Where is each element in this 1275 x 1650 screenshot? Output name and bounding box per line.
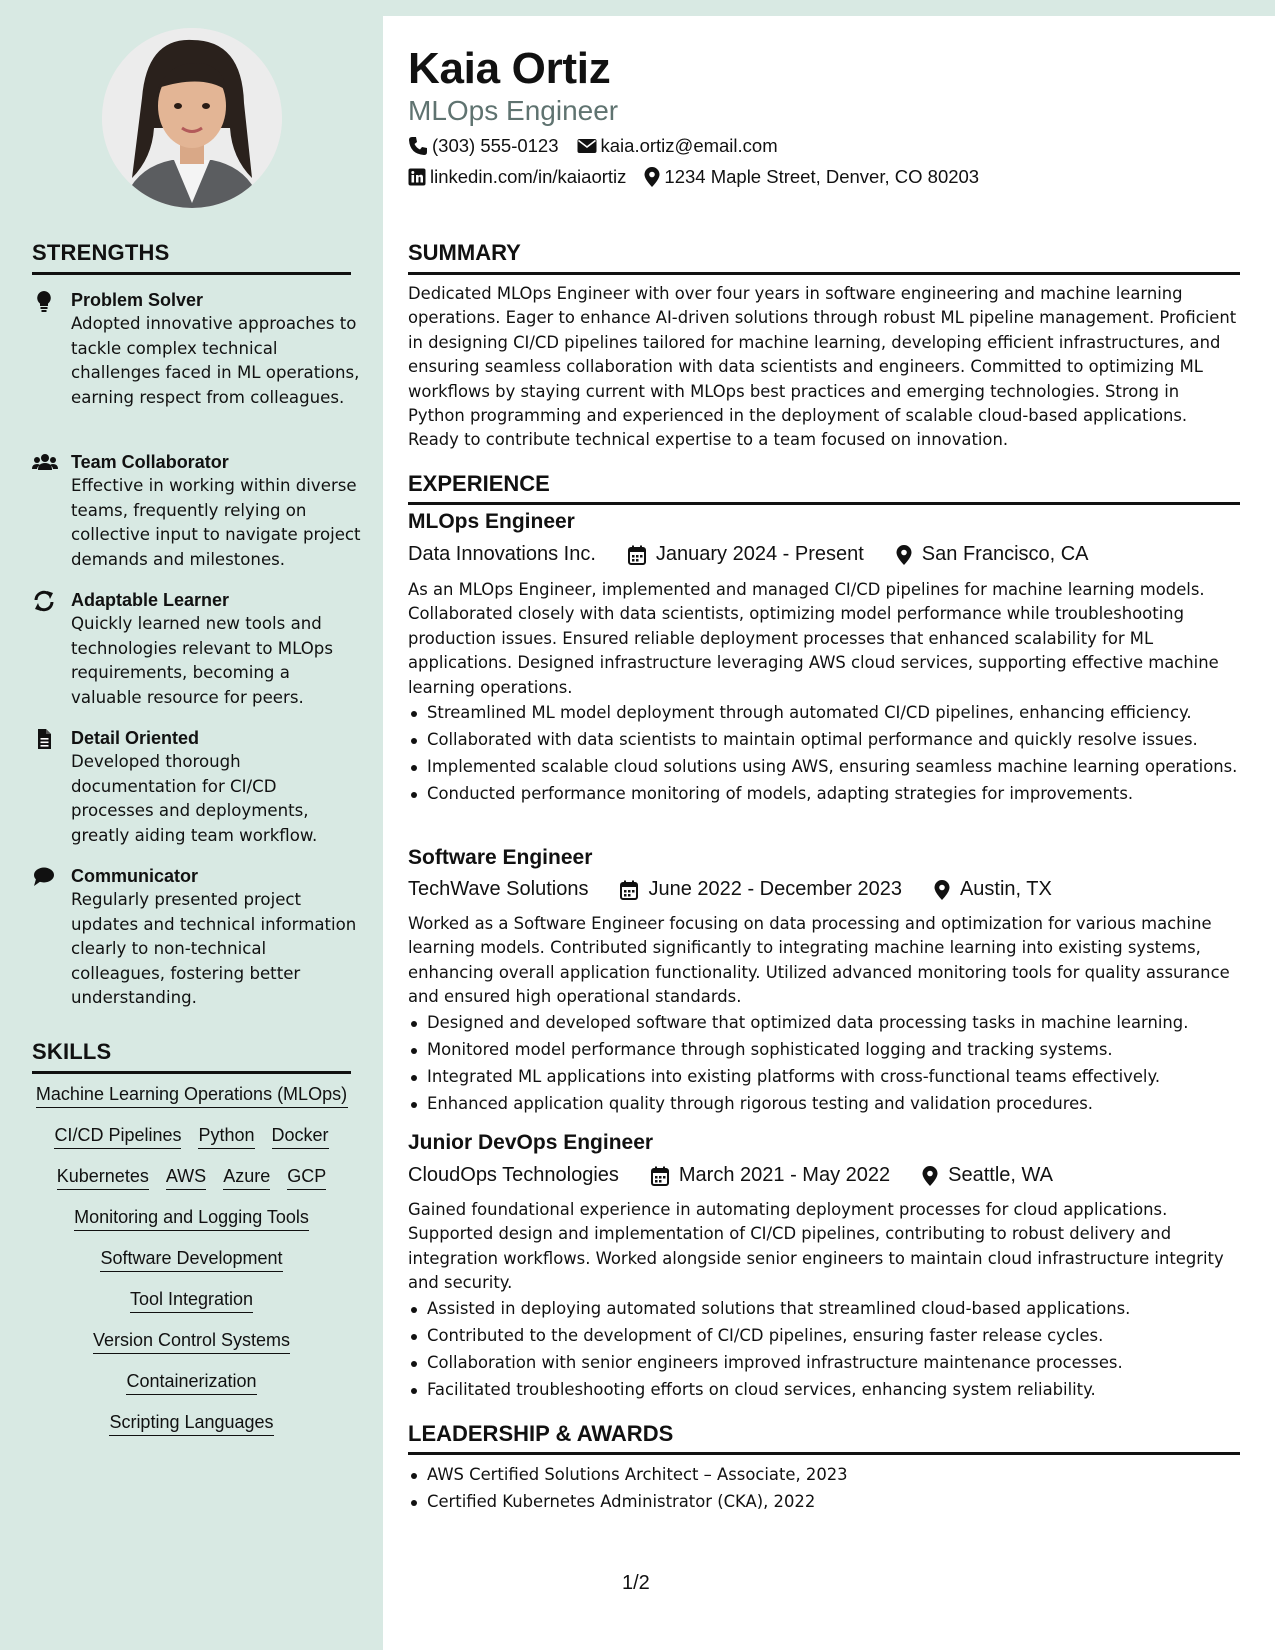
job-bullets bbox=[408, 1011, 1240, 1119]
skill-tag: Software Development bbox=[100, 1246, 282, 1272]
awards-title: LEADERSHIP & AWARDS bbox=[408, 1421, 674, 1446]
map-pin-icon bbox=[644, 167, 660, 187]
list-item: Enhanced application quality through rigorous testing and validation procedures. bbox=[408, 1092, 1240, 1116]
job-description: As an MLOps Engineer, implemented and managed CI/CD pipelines for machine learning models. Collaborated closely with data scientists, optimizing model performance while troubleshooting production issues. Ensured reliable deployment processes that enhanced scalability for ML applications. Designed infrastructure leveraging AWS cloud services, supporting effective machine learning operations. bbox=[408, 580, 1219, 697]
list-item: AWS Certified Solutions Architect – Associate, 2023 bbox=[408, 1463, 1240, 1487]
skill-tag: CI/CD Pipelines bbox=[54, 1123, 181, 1149]
skill-tag: Version Control Systems bbox=[93, 1328, 290, 1354]
strength-title: Communicator bbox=[71, 866, 199, 886]
job-description: Gained foundational experience in automating deployment processes for cloud applications. Supported design and implementation of CI/CD pipelines, contributing to robust delivery and integration workflows. Worked alongside senior engineers to maintain cloud infrastructure integrity and security. bbox=[408, 1200, 1224, 1293]
strengths-title: STRENGTHS bbox=[32, 240, 170, 265]
list-item: Streamlined ML model deployment through automated CI/CD pipelines, enhancing efficiency. bbox=[408, 701, 1240, 725]
map-pin-icon bbox=[922, 1166, 938, 1186]
skill-tag: Monitoring and Logging Tools bbox=[74, 1205, 309, 1231]
list-item: Certified Kubernetes Administrator (CKA), 2022 bbox=[408, 1490, 1240, 1514]
job-dates: March 2021 - May 2022 bbox=[678, 1164, 891, 1186]
strength-desc: Quickly learned new tools and technologies relevant to MLOps requirements, becoming a valuable resource for peers. bbox=[71, 614, 333, 707]
skill-tag: Python bbox=[198, 1123, 254, 1149]
job-title: Software Engineer bbox=[408, 846, 593, 869]
contact-row bbox=[408, 135, 778, 157]
strength-title: Problem Solver bbox=[71, 290, 204, 310]
chat-bubble-icon bbox=[32, 866, 56, 888]
company-name: Data Innovations Inc. bbox=[408, 543, 596, 565]
address-text: 1234 Maple Street, Denver, CO 80203 bbox=[664, 166, 980, 187]
contact-row bbox=[408, 166, 979, 188]
job-location: San Francisco, CA bbox=[921, 543, 1089, 565]
job-meta bbox=[408, 543, 1089, 566]
calendar-icon bbox=[651, 1166, 669, 1186]
job-meta bbox=[408, 1164, 1053, 1187]
job-dates: June 2022 - December 2023 bbox=[648, 878, 902, 900]
strengths-rule bbox=[32, 272, 351, 275]
map-pin-icon bbox=[934, 880, 950, 900]
skill-tag: Kubernetes bbox=[57, 1164, 149, 1190]
phone-icon bbox=[408, 136, 428, 156]
awards-rule bbox=[408, 1452, 1240, 1455]
calendar-icon bbox=[628, 545, 646, 565]
company-name: TechWave Solutions bbox=[408, 878, 589, 900]
job-bullets bbox=[408, 1297, 1240, 1405]
company-name: CloudOps Technologies bbox=[408, 1164, 619, 1186]
experience-rule bbox=[408, 502, 1240, 505]
strength-title: Team Collaborator bbox=[71, 452, 229, 472]
contact-address bbox=[644, 166, 979, 188]
strength-desc: Developed thorough documentation for CI/CD processes and deployments, greatly aiding team workflow. bbox=[71, 752, 318, 845]
job-location: Seattle, WA bbox=[948, 1164, 1053, 1186]
strength-desc: Adopted innovative approaches to tackle complex technical challenges faced in ML operations, earning respect from colleagues. bbox=[71, 314, 360, 407]
candidate-role: MLOps Engineer bbox=[408, 95, 619, 126]
strength-desc: Regularly presented project updates and technical information clearly to non-technical colleagues, fostering better understanding. bbox=[71, 890, 357, 1007]
job-title: MLOps Engineer bbox=[408, 510, 575, 533]
skill-tag: Machine Learning Operations (MLOps) bbox=[36, 1082, 348, 1108]
top-band bbox=[383, 0, 1275, 16]
page-number: 1/2 bbox=[622, 1572, 650, 1594]
summary-text: Dedicated MLOps Engineer with over four years in software engineering and machine learning operations. Eager to enhance AI-driven solutions through robust ML pipeline management. Proficient in designing CI/CD pipelines tailored for machine learning, developing efficient infrastructures, and ensuring seamless collaboration with data scientists and engineers. Committed to optimizing ML workflows by staying current with MLOps best practices and emerging technologies. Strong in Python programming and experienced in the deployment of scalable cloud-based applications. Ready to contribute technical expertise to a team focused on innovation. bbox=[408, 284, 1237, 450]
users-icon bbox=[32, 452, 56, 474]
skills-title: SKILLS bbox=[32, 1039, 112, 1064]
strength-item bbox=[32, 726, 362, 848]
job-title: Junior DevOps Engineer bbox=[408, 1131, 654, 1154]
job-bullets bbox=[408, 701, 1240, 809]
summary-rule bbox=[408, 272, 1240, 275]
strength-item bbox=[32, 588, 362, 710]
skill-tag: Docker bbox=[272, 1123, 329, 1149]
linkedin-icon bbox=[408, 168, 426, 186]
job-location: Austin, TX bbox=[959, 878, 1052, 900]
list-item: Collaborated with data scientists to maintain optimal performance and quickly resolve issues. bbox=[408, 728, 1240, 752]
sync-icon bbox=[32, 590, 56, 612]
skill-tag: Containerization bbox=[126, 1369, 256, 1395]
map-pin-icon bbox=[896, 545, 912, 565]
candidate-name: Kaia Ortiz bbox=[408, 44, 611, 93]
contact-linkedin[interactable] bbox=[408, 166, 626, 188]
strength-item bbox=[32, 288, 362, 410]
linkedin-text[interactable]: linkedin.com/in/kaiaortiz bbox=[430, 166, 627, 187]
awards-list bbox=[408, 1463, 1240, 1517]
experience-title: EXPERIENCE bbox=[408, 471, 550, 496]
skills-rule bbox=[32, 1071, 351, 1074]
skill-tag: Azure bbox=[223, 1164, 270, 1190]
list-item: Facilitated troubleshooting efforts on cloud services, enhancing system reliability. bbox=[408, 1378, 1240, 1402]
list-item: Integrated ML applications into existing platforms with cross-functional teams effectively. bbox=[408, 1065, 1240, 1089]
list-item: Monitored model performance through sophisticated logging and tracking systems. bbox=[408, 1038, 1240, 1062]
strength-title: Adaptable Learner bbox=[71, 590, 230, 610]
summary-title: SUMMARY bbox=[408, 240, 521, 265]
list-item: Designed and developed software that optimized data processing tasks in machine learning. bbox=[408, 1011, 1240, 1035]
skill-tag: Tool Integration bbox=[130, 1287, 253, 1313]
skill-tag: Scripting Languages bbox=[109, 1410, 273, 1436]
skill-tag: AWS bbox=[166, 1164, 206, 1190]
strength-title: Detail Oriented bbox=[71, 728, 200, 748]
skill-tag: GCP bbox=[287, 1164, 326, 1190]
job-description: Worked as a Software Engineer focusing on data processing and optimization for various machine learning models. Contributed significantly to integrating machine learning into existing systems, enhancing overall application functionality. Utilized advanced monitoring tools for quality assurance and ensured high operational standards. bbox=[408, 914, 1230, 1007]
strength-desc: Effective in working within diverse teams, frequently relying on collective input to navigate project demands and milestones. bbox=[71, 476, 361, 569]
email-text[interactable]: kaia.ortiz@email.com bbox=[600, 135, 778, 156]
contact-email[interactable] bbox=[577, 135, 778, 157]
list-item: Implemented scalable cloud solutions using AWS, ensuring seamless machine learning operations. bbox=[408, 755, 1240, 779]
list-item: Assisted in deploying automated solutions that streamlined cloud-based applications. bbox=[408, 1297, 1240, 1321]
job-dates: January 2024 - Present bbox=[655, 543, 864, 565]
list-item: Contributed to the development of CI/CD pipelines, ensuring faster release cycles. bbox=[408, 1324, 1240, 1348]
document-icon bbox=[32, 728, 56, 750]
contact-phone bbox=[408, 135, 559, 157]
phone-text: (303) 555-0123 bbox=[432, 135, 559, 156]
list-item: Collaboration with senior engineers improved infrastructure maintenance processes. bbox=[408, 1351, 1240, 1375]
avatar bbox=[102, 28, 282, 208]
lightbulb-icon bbox=[32, 290, 56, 312]
list-item: Conducted performance monitoring of models, adapting strategies for improvements. bbox=[408, 782, 1240, 806]
strength-item bbox=[32, 450, 362, 572]
job-meta bbox=[408, 878, 1052, 901]
envelope-icon bbox=[577, 138, 597, 154]
strength-item bbox=[32, 864, 362, 1011]
skills-list bbox=[32, 1082, 351, 1451]
calendar-icon bbox=[620, 880, 638, 900]
